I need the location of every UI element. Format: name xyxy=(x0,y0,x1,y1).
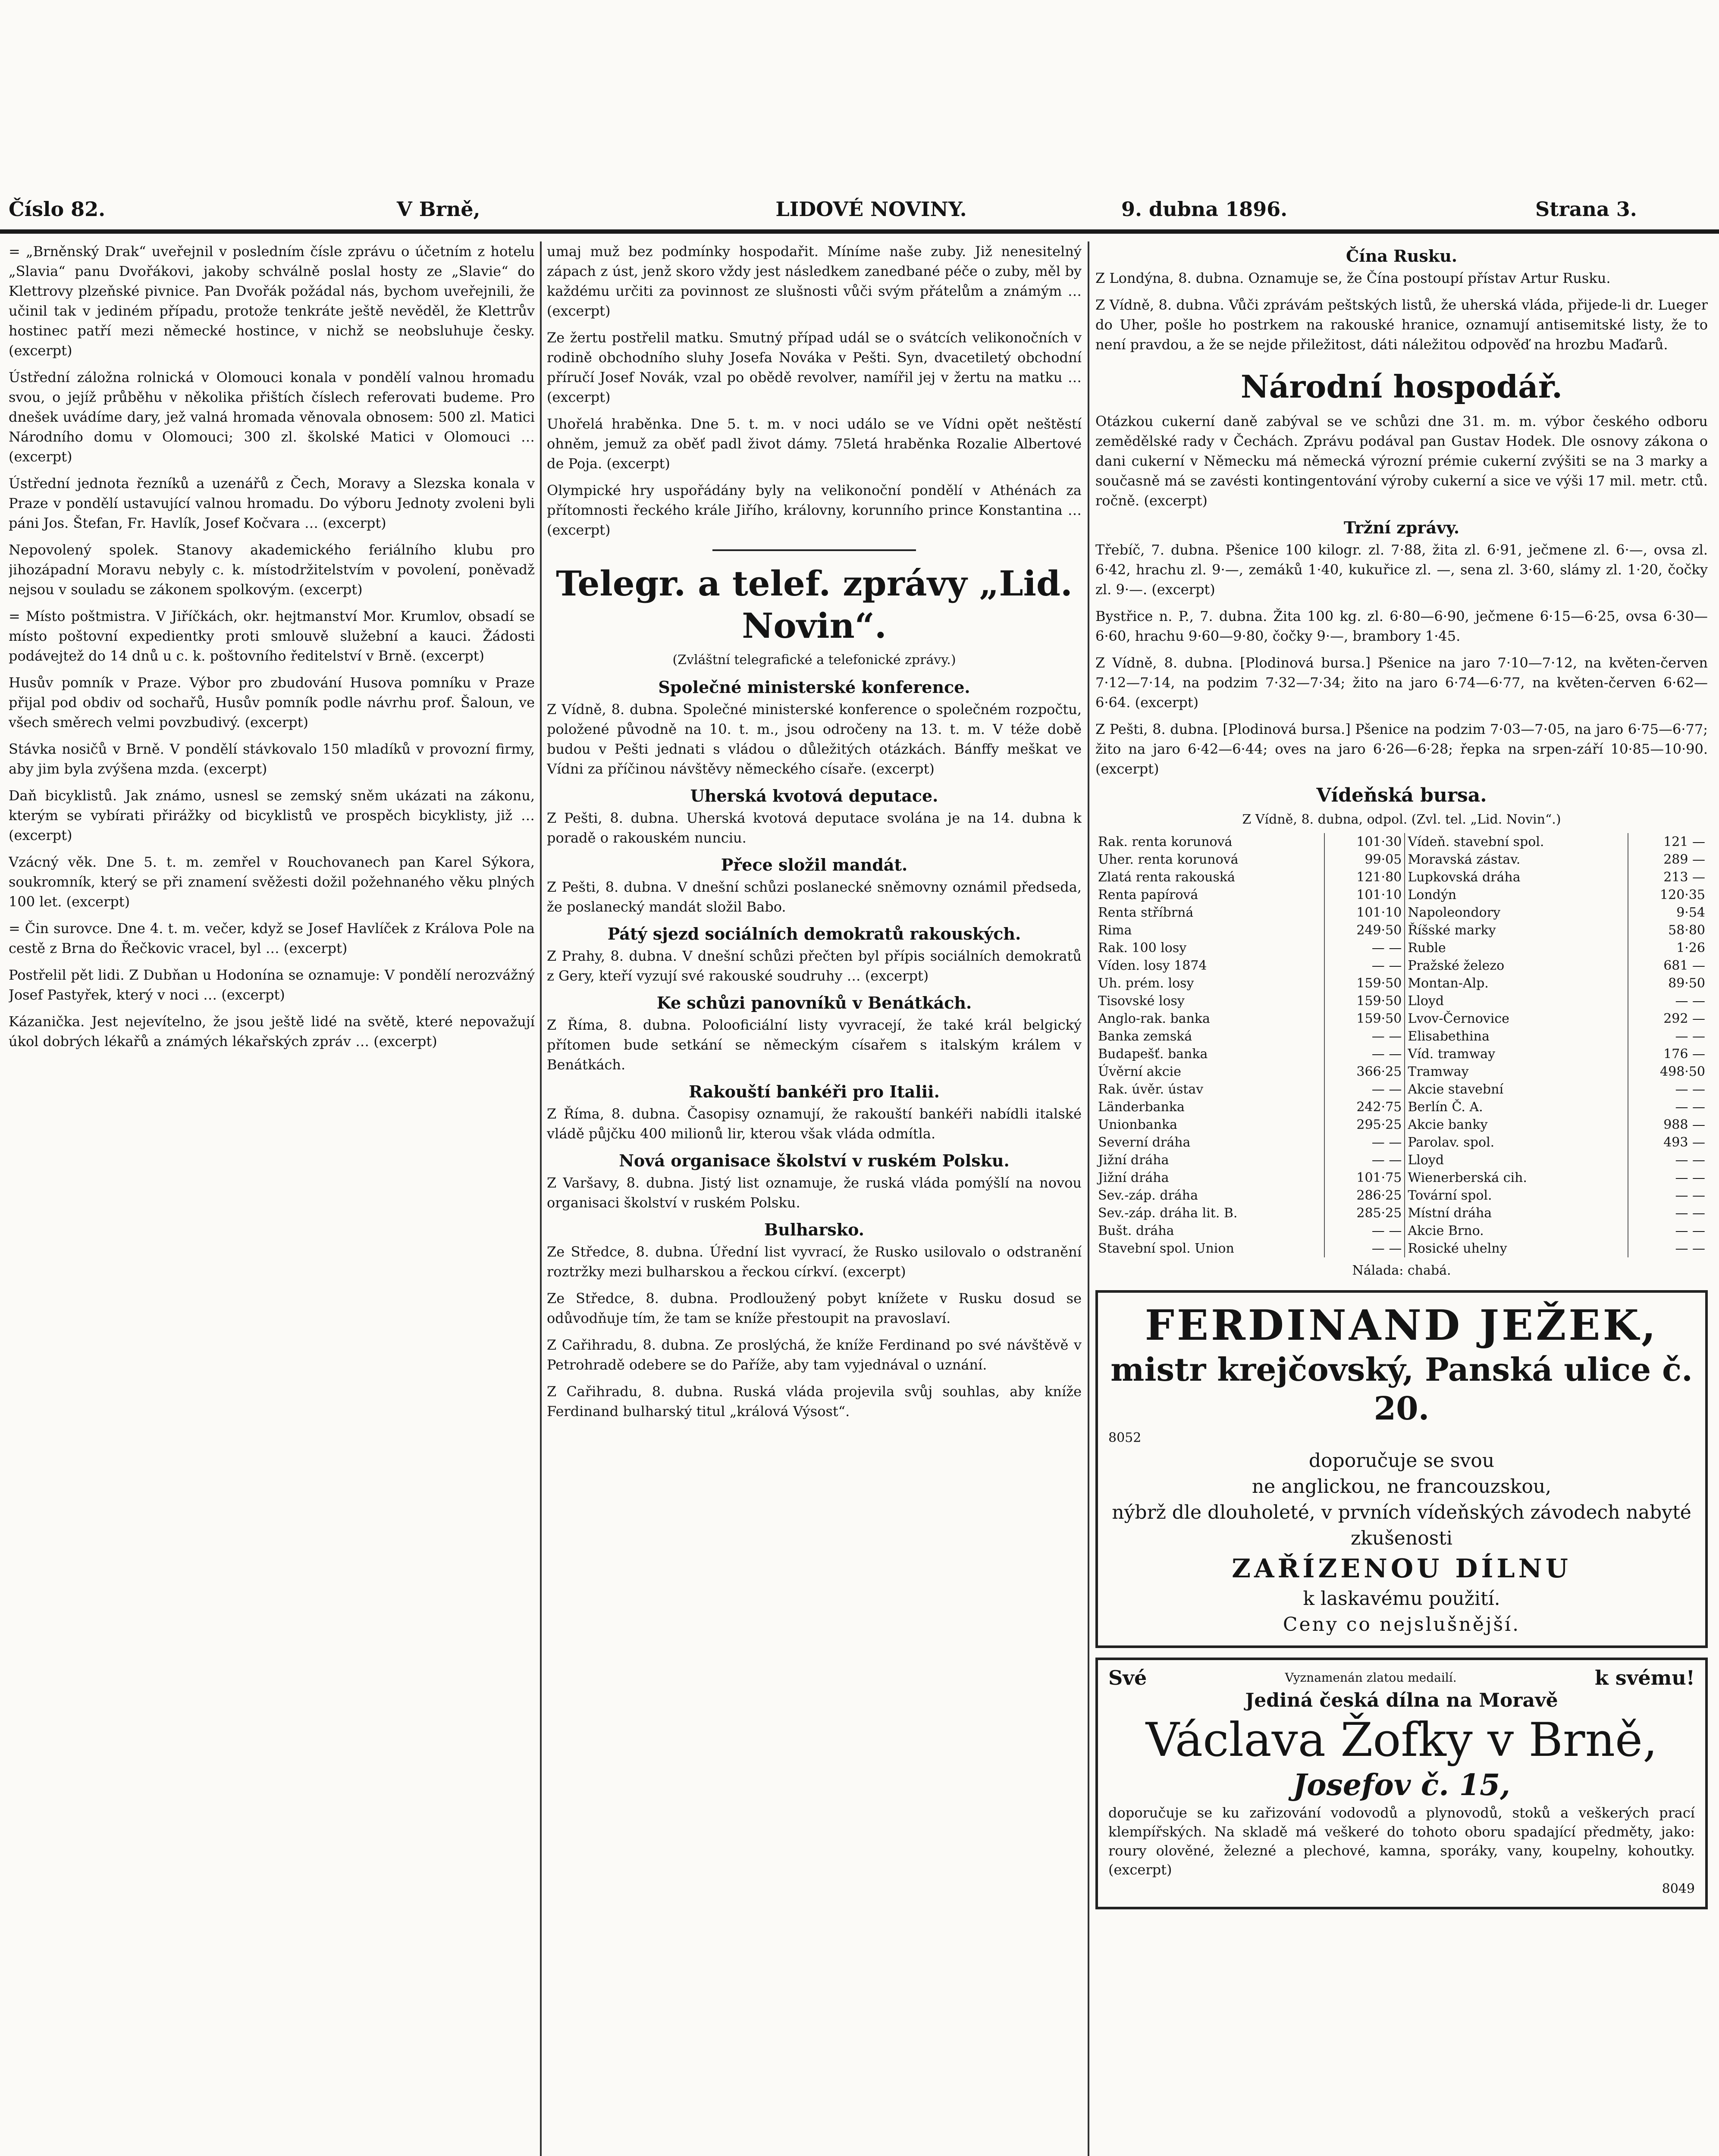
bourse-row xyxy=(1095,1045,1708,1063)
bourse-security: Länderbanka xyxy=(1095,1098,1324,1116)
issue-number: Číslo 82. xyxy=(9,197,106,221)
bourse-security: Lvov-Černovice xyxy=(1405,1010,1628,1028)
bourse-row xyxy=(1095,1222,1708,1240)
bourse-row xyxy=(1095,1134,1708,1151)
bourse-price: 120·35 xyxy=(1660,887,1705,903)
market-report: Z Vídně, 8. dubna. [Plodinová bursa.] Pšenice na jaro 7·10—7·12, na květen-červen 7·12—7·14, na podzim 7·32—7·34; žito na jaro 6·74—6·77, na květen-červen 6·62—6·64. (excerpt) xyxy=(1095,655,1708,711)
bourse-security: Renta stříbrná xyxy=(1095,904,1324,921)
news-item: = Čin surovce. Dne 4. t. m. večer, když se Josef Havlíček z Králova Pole na cestě z Brna do Řečkovic vracel, byl … (excerpt) xyxy=(9,920,535,956)
bourse-row xyxy=(1095,851,1708,868)
section-divider xyxy=(712,549,916,551)
bourse-price: — — xyxy=(1324,1240,1405,1257)
bourse-security: Lloyd xyxy=(1405,992,1628,1010)
bourse-price: — — xyxy=(1324,957,1405,975)
bourse-price: — — xyxy=(1675,1029,1705,1044)
ad-number: 8052 xyxy=(1108,1430,1142,1445)
bourse-price: 213 — xyxy=(1663,870,1705,885)
bourse-price: — — xyxy=(1324,1045,1405,1063)
news-text: Z Říma, 8. dubna. Polooficiální listy vyvracejí, že také král belgický přítomen bude setkání se německým císařem s italským králem v Benátkách. xyxy=(547,1017,1082,1073)
bourse-security: Severní dráha xyxy=(1095,1134,1324,1151)
telegram-section-subtitle: (Zvláštní telegrafické a telefonické zprávy.) xyxy=(672,652,956,667)
bourse-row xyxy=(1095,1240,1708,1257)
bourse-section-title: Vídeňská bursa. xyxy=(1316,784,1487,806)
news-text: Z Vídně, 8. dubna. Společné ministerské konference o společném rozpočtu, položené původně na 10. t. m., jsou odročeny na 13. t. m. V téže době budou v Pešti jednati s vládou o důležitých otázkách. Bánffy meškat ve Vídni za příčinou návštěvy německého císaře. (excerpt) xyxy=(547,701,1082,777)
bourse-price: — — xyxy=(1675,1241,1705,1256)
bourse-price: — — xyxy=(1324,1081,1405,1098)
column-divider xyxy=(1088,241,1089,2156)
bourse-row xyxy=(1095,1010,1708,1028)
news-headline: Přece složil mandát. xyxy=(721,855,908,874)
bourse-security: Uher. renta korunová xyxy=(1095,851,1324,868)
bourse-security: Říšské marky xyxy=(1405,921,1628,939)
news-item: Stávka nosičů v Brně. V pondělí stávkovalo 150 mladíků v provozní firmy, aby jim byla zvýšena mzda. (excerpt) xyxy=(9,741,535,777)
market-report: Bystřice n. P., 7. dubna. Žita 100 kg. zl. 6·80—6·90, ječmene 6·15—6·25, ovsa 6·30—6·60, hrachu 9·60—9·80, čočky 9·—, brambory 1·45. xyxy=(1095,608,1708,644)
bourse-price: — — xyxy=(1675,1100,1705,1115)
bourse-price: 681 — xyxy=(1663,958,1705,973)
bourse-row xyxy=(1095,992,1708,1010)
bourse-security: Bušt. dráha xyxy=(1095,1222,1324,1240)
bourse-security: Montan-Alp. xyxy=(1405,975,1628,992)
bourse-row xyxy=(1095,1151,1708,1169)
bourse-row xyxy=(1095,921,1708,939)
news-headline: Nová organisace školství v ruském Polsku. xyxy=(619,1151,1010,1170)
bourse-price: 99·05 xyxy=(1324,851,1405,868)
column-1 xyxy=(9,241,535,2156)
bourse-row xyxy=(1095,1169,1708,1187)
bourse-price: — — xyxy=(1324,939,1405,957)
economy-section-title: Národní hospodář. xyxy=(1240,368,1563,405)
bourse-row xyxy=(1095,833,1708,851)
bourse-security: Uh. prém. losy xyxy=(1095,975,1324,992)
bourse-security: Sev.-záp. dráha xyxy=(1095,1187,1324,1204)
bourse-security: Rak. 100 losy xyxy=(1095,939,1324,957)
bourse-security: Víden. losy 1874 xyxy=(1095,957,1324,975)
bourse-price: 1·26 xyxy=(1676,940,1705,956)
bourse-security: Lloyd xyxy=(1405,1151,1628,1169)
bourse-price: 101·75 xyxy=(1324,1169,1405,1187)
ad-name: FERDINAND JEŽEK, xyxy=(1145,1301,1659,1350)
bourse-price: 988 — xyxy=(1663,1117,1705,1132)
ad-tagline: Jediná česká dílna na Moravě xyxy=(1245,1689,1558,1711)
ad-line: doporučuje se svou xyxy=(1308,1450,1495,1472)
ad-award: Vyznamenán zlatou medailí. xyxy=(1285,1670,1457,1685)
news-headline: Uherská kvotová deputace. xyxy=(690,786,938,805)
ad-address: Josefov č. 15, xyxy=(1293,1768,1510,1802)
plumber-advertisement xyxy=(1095,1658,1708,1909)
bourse-price: 285·25 xyxy=(1324,1204,1405,1222)
bourse-price: 121 — xyxy=(1663,834,1705,849)
bourse-price: 9·54 xyxy=(1676,905,1705,920)
bourse-price: 121·80 xyxy=(1324,868,1405,886)
market-report: Z Pešti, 8. dubna. [Plodinová bursa.] Pšenice na podzim 7·03—7·05, na jaro 6·75—6·77; žito na jaro 6·42—6·44; oves na jaro 6·26—6·28; řepka na srpen-září 10·85—10·90. (excerpt) xyxy=(1095,721,1708,777)
bourse-security: Rima xyxy=(1095,921,1324,939)
bourse-price: 249·50 xyxy=(1324,921,1405,939)
bourse-security: Lupkovská dráha xyxy=(1405,868,1628,886)
bourse-price: 101·10 xyxy=(1324,886,1405,904)
bourse-price: 176 — xyxy=(1663,1047,1705,1062)
bourse-security: Berlín Č. A. xyxy=(1405,1098,1628,1116)
column-2 xyxy=(547,241,1082,2156)
ad-line: ne anglickou, ne francouzskou, xyxy=(1252,1476,1552,1498)
news-headline: Čína Rusku. xyxy=(1346,246,1457,266)
bourse-security: Tovární spol. xyxy=(1405,1187,1628,1204)
news-text: Z Cařihradu, 8. dubna. Ze proslýchá, že kníže Ferdinand po své návštěvě v Petrohradě odebere se do Paříže, aby tam vyjednával o uznání. xyxy=(547,1337,1082,1373)
bourse-row xyxy=(1095,1063,1708,1081)
bourse-security: Elisabethina xyxy=(1405,1028,1628,1045)
bourse-security: Víd. tramway xyxy=(1405,1045,1628,1063)
bourse-security: Akcie Brno. xyxy=(1405,1222,1628,1240)
bourse-security: Akcie banky xyxy=(1405,1116,1628,1134)
bourse-table xyxy=(1095,833,1708,1257)
bourse-security: Tisovské losy xyxy=(1095,992,1324,1010)
bourse-price: — — xyxy=(1675,1153,1705,1168)
bourse-security: Wienerberská cih. xyxy=(1405,1169,1628,1187)
bourse-row xyxy=(1095,886,1708,904)
bourse-security: Pražské železo xyxy=(1405,957,1628,975)
news-text: Otázkou cukerní daně zabýval se ve schůzi dne 31. m. m. výbor českého odboru zemědělské rady v Čechách. Zprávu podával pan Gustav Hodek. Dle osnovy zákona o dani cukerní v Německu má německá výrozní prémie cukerní zvýšiti se na 3 marky a současně má se zavésti kontingentování výroby cukerní a sice ve výši 17 mil. metr. ctů. ročně. (excerpt) xyxy=(1095,413,1708,509)
bourse-caption: Z Vídně, 8. dubna, odpol. (Zvl. tel. „Lid. Novin“.) xyxy=(1242,812,1561,827)
bourse-security: Tramway xyxy=(1405,1063,1628,1081)
bourse-security: Unionbanka xyxy=(1095,1116,1324,1134)
bourse-security: Rak. renta korunová xyxy=(1095,833,1324,851)
news-text: Z Pešti, 8. dubna. V dnešní schůzi poslanecké sněmovny oznámil předseda, že poslanecký mandát složil Babo. xyxy=(547,879,1082,915)
news-item: Nepovolený spolek. Stanovy akademického feriálního klubu pro jihozápadní Moravu nebyly c. k. místodržitelstvím v povolení, poněvadž nejsou v souladu se zákonem spolkovým. (excerpt) xyxy=(9,542,535,598)
bourse-security: Vídeň. stavební spol. xyxy=(1405,833,1628,851)
news-headline: Bulharsko. xyxy=(764,1220,865,1239)
bourse-security: Londýn xyxy=(1405,886,1628,904)
column-divider xyxy=(540,241,542,2156)
ad-text: doporučuje se ku zařizování vodovodů a plynovodů, stoků a veškerých prací klempířských. Na skladě má veškeré do tohoto oboru spadající předměty, jako: roury olověné, železné a plechové, kamna, sporáky, vany, koupelny, kohoutky. (excerpt) xyxy=(1108,1805,1695,1878)
news-item: Ústřední jednota řezníků a uzenářů z Čech, Moravy a Slezska konala v Praze v pondělí ustavující valnou hromadu. Do výboru Jednoty zvoleni byli páni Jos. Štefan, Fr. Havlík, Josef Kočvara … (excerpt) xyxy=(9,475,535,531)
bourse-price: 159·50 xyxy=(1324,1010,1405,1028)
ad-slogan-left: Své xyxy=(1108,1666,1147,1689)
bourse-price: 295·25 xyxy=(1324,1116,1405,1134)
bourse-security: Ruble xyxy=(1405,939,1628,957)
bourse-security: Stavební spol. Union xyxy=(1095,1240,1324,1257)
bourse-price: 366·25 xyxy=(1324,1063,1405,1081)
bourse-security: Napoleondory xyxy=(1405,904,1628,921)
news-headline: Společné ministerské konference. xyxy=(658,677,970,697)
bourse-security: Jižní dráha xyxy=(1095,1151,1324,1169)
news-item: = „Brněnský Drak“ uveřejnil v posledním čísle zprávu o účetním z hotelu „Slavia“ panu Dvořákovi, jakoby schválně poslal hosty ze „Slavie“ do Klettrovy plzeňské pivnice. Pan Dvořák požádal nás, bychom uveřejnili, že učinil tak v jediném případu, protože tenkráte ještě nevěděl, že Klettrův hostinec patří mezi německé hostince, v nichž se neobsluhuje česky. (excerpt) xyxy=(9,243,535,359)
bourse-row xyxy=(1095,1187,1708,1204)
ad-line: k laskavému použití. xyxy=(1303,1588,1500,1610)
ad-line: Ceny co nejslušnější. xyxy=(1283,1614,1521,1636)
bourse-price: 292 — xyxy=(1663,1011,1705,1026)
bourse-price: 89·50 xyxy=(1668,976,1705,991)
bourse-price: 286·25 xyxy=(1324,1187,1405,1204)
bourse-price: 242·75 xyxy=(1324,1098,1405,1116)
bourse-row xyxy=(1095,904,1708,921)
newspaper-title: LIDOVÉ NOVINY. xyxy=(775,197,967,221)
bourse-security: Banka zemská xyxy=(1095,1028,1324,1045)
news-item: Kázanička. Jest nejevítelno, že jsou ještě lidé na světě, které nepovažují úkol dobrých lékařů a známých lékařských zpráv … (excerpt) xyxy=(9,1013,535,1050)
bourse-mood: Nálada: chabá. xyxy=(1352,1263,1451,1278)
bourse-row xyxy=(1095,1116,1708,1134)
bourse-price: — — xyxy=(1675,993,1705,1009)
bourse-price: 159·50 xyxy=(1324,992,1405,1010)
news-item: Ze žertu postřelil matku. Smutný případ udál se o svátcích velikonočních v rodině obchodního sluhy Josefa Nováka v Pešti. Syn, dvacetiletý obchodní příručí Josef Novák, vzal po obědě revolver, namířil jej v žertu na matku … (excerpt) xyxy=(547,329,1082,405)
news-item: Vzácný věk. Dne 5. t. m. zemřel v Rouchovanech pan Karel Sýkora, soukromník, který se při znamení svěžesti dožil požehnaného věku plných 100 let. (excerpt) xyxy=(9,854,535,910)
bourse-security: Místní dráha xyxy=(1405,1204,1628,1222)
ad-trade: mistr krejčovský, Panská ulice č. 20. xyxy=(1110,1351,1693,1427)
news-text: Z Londýna, 8. dubna. Oznamuje se, že Čína postoupí přístav Artur Rusku. xyxy=(1095,270,1611,286)
column-3 xyxy=(1095,241,1708,2156)
news-item: Ústřední záložna rolnická v Olomouci konala v pondělí valnou hromadu svou, o jejíž průběhu v několika přištích číslech referovati budeme. Pro dnešek uvádíme dary, jež valná hromada věnovala obnosem: 500 zl. Matici Národního domu v Olomouci; 300 zl. školské Matici v Olomouci … (excerpt) xyxy=(9,369,535,465)
bourse-security: Rak. úvěr. ústav xyxy=(1095,1081,1324,1098)
bourse-price: — — xyxy=(1324,1134,1405,1151)
bourse-security: Anglo-rak. banka xyxy=(1095,1010,1324,1028)
bourse-price: — — xyxy=(1324,1151,1405,1169)
news-item: Postřelil pět lidi. Z Dubňan u Hodonína se oznamuje: V pondělí nerozvážný Josef Pastyřek, který v noci … (excerpt) xyxy=(9,967,535,1003)
bourse-price: — — xyxy=(1675,1170,1705,1185)
bourse-price: — — xyxy=(1675,1188,1705,1203)
news-text: Z Varšavy, 8. dubna. Jistý list oznamuje, že ruská vláda pomýšlí na novou organisaci školství v ruském Polsku. xyxy=(547,1175,1082,1211)
ad-line: nýbrž dle dlouholeté, v prvních vídeňských závodech nabyté zkušenosti xyxy=(1112,1501,1691,1549)
bourse-security: Akcie stavební xyxy=(1405,1081,1628,1098)
bourse-security: Budapešť. banka xyxy=(1095,1045,1324,1063)
bourse-price: 498·50 xyxy=(1660,1064,1705,1079)
bourse-price: — — xyxy=(1675,1223,1705,1238)
bourse-price: 101·30 xyxy=(1324,833,1405,851)
news-item: Daň bicyklistů. Jak známo, usnesl se zemský sněm ukázati na zákonu, kterým se vybírati přirážky od bicyklistů ve prospěch bicyklisty, již … (excerpt) xyxy=(9,787,535,843)
ad-name: Václava Žofky v Brně, xyxy=(1145,1713,1658,1767)
news-text: Z Pešti, 8. dubna. Uherská kvotová deputace svolána je na 14. dubna k poradě o rakouském nunciu. xyxy=(547,810,1082,846)
bourse-row xyxy=(1095,939,1708,957)
bourse-security: Moravská zástav. xyxy=(1405,851,1628,868)
bourse-price: — — xyxy=(1324,1222,1405,1240)
news-headline: Pátý sjezd sociálních demokratů rakouských. xyxy=(607,924,1021,943)
bourse-security: Renta papírová xyxy=(1095,886,1324,904)
bourse-price: — — xyxy=(1324,1028,1405,1045)
news-text: Ze Středce, 8. dubna. Prodloužený pobyt knížete v Rusku dosud se odůvodňuje tím, že tam se kníže přestoupit na pravoslaví. xyxy=(547,1290,1082,1326)
issue-date: 9. dubna 1896. xyxy=(1121,197,1288,221)
news-item: Uhořelá hraběnka. Dne 5. t. m. v noci událo se ve Vídni opět neštěstí ohněm, jemuž za oběť padl život dámy. 75letá hraběnka Rozalie Albertové de Poja. (excerpt) xyxy=(547,416,1082,472)
news-item: = Místo poštmistra. V Jiříčkách, okr. hejtmanství Mor. Krumlov, obsadí se místo poštovní expedientky proti smlouvě služební a kauci. Žádosti podávejtež do 14 dnů u c. k. poštovního ředitelství v Brně. (excerpt) xyxy=(9,608,535,664)
news-item: Husův pomník v Praze. Výbor pro zbudování Husova pomníku v Praze přijal pod obdiv od sochařů, Husův pomník podle návrhu prof. Šaloun, ve všech směrech velmi povzbudivý. (excerpt) xyxy=(9,674,535,730)
bourse-security: Úvěrní akcie xyxy=(1095,1063,1324,1081)
news-text: Z Prahy, 8. dubna. V dnešní schůzi přečten byl přípis sociálních demokratů z Gery, kteří vyzují své rakouské soudruhy … (excerpt) xyxy=(547,948,1082,984)
bourse-row xyxy=(1095,1081,1708,1098)
bourse-price: — — xyxy=(1675,1082,1705,1097)
bourse-price: 101·10 xyxy=(1324,904,1405,921)
news-headline: Rakouští bankéři pro Italii. xyxy=(689,1082,940,1101)
bourse-price: — — xyxy=(1675,1206,1705,1221)
ad-line: ZAŘÍZENOU DÍLNU xyxy=(1232,1554,1572,1584)
page-number: Strana 3. xyxy=(1535,197,1637,221)
bourse-price: 493 — xyxy=(1663,1135,1705,1150)
bourse-price: 159·50 xyxy=(1324,975,1405,992)
market-report: Třebíč, 7. dubna. Pšenice 100 kilogr. zl. 7·88, žita zl. 6·91, ječmene zl. 6·—, ovsa zl. 6·42, hrachu zl. 9·—, zemáků 1·40, kukuřice zl. —, sena zl. 3·60, slámy zl. 1·20, čočky zl. 9·—. (excerpt) xyxy=(1095,542,1708,598)
bourse-row xyxy=(1095,975,1708,992)
bourse-security: Rosické uhelny xyxy=(1405,1240,1628,1257)
bourse-row xyxy=(1095,957,1708,975)
news-item: Olympické hry uspořádány byly na velikonoční pondělí v Athénách za přítomnosti řeckého krále Jiřího, královny, korunního prince Konstantina … (excerpt) xyxy=(547,482,1082,538)
bourse-price: 289 — xyxy=(1663,852,1705,867)
bourse-security: Parolav. spol. xyxy=(1405,1134,1628,1151)
news-text: Z Vídně, 8. dubna. Vůči zprávám peštských listů, že uherská vláda, přijede-li dr. Lueger do Uher, pošle ho postrkem na rakouské hranice, oznamují antisemitské listy, že to není pravdou, a že se nejde přiležitost, dáti náležitou odpověď na hrozbu Maďarů. xyxy=(1095,297,1708,353)
bourse-price: 58·80 xyxy=(1668,923,1705,938)
news-text: Z Cařihradu, 8. dubna. Ruská vláda projevila svůj souhlas, aby kníže Ferdinand bulharský titul „králová Výsost“. xyxy=(547,1383,1082,1420)
market-section-title: Tržní zprávy. xyxy=(1343,518,1460,537)
city-label: V Brně, xyxy=(397,197,480,221)
news-item: umaj muž bez podmínky hospodařit. Míníme naše zuby. Již nenesitelný zápach z úst, jenž skoro vždy jest následkem zanedbané péče o zuby, měl by každému určiti za povinnost ze slušnosti vůči svým přátelům a známým … (excerpt) xyxy=(547,243,1082,319)
ad-number: 8049 xyxy=(1662,1881,1695,1896)
bourse-row xyxy=(1095,868,1708,886)
header-rule xyxy=(0,229,1719,234)
news-headline: Ke schůzi panovníků v Benátkách. xyxy=(656,993,972,1012)
tailor-advertisement xyxy=(1095,1290,1708,1648)
bourse-row xyxy=(1095,1204,1708,1222)
news-text: Z Říma, 8. dubna. Časopisy oznamují, že rakouští bankéři nabídli italské vládě půjčku 400 milionů lir, kterou však vláda odmítla. xyxy=(547,1106,1082,1142)
telegram-section-title: Telegr. a telef. zprávy „Lid. Novin“. xyxy=(556,563,1073,646)
bourse-security: Jižní dráha xyxy=(1095,1169,1324,1187)
bourse-security: Zlatá renta rakouská xyxy=(1095,868,1324,886)
news-text: Ze Středce, 8. dubna. Úřední list vyvrací, že Rusko usilovalo o odstranění roztržky mezi bulharskou a řeckou církví. (excerpt) xyxy=(547,1244,1082,1280)
bourse-row xyxy=(1095,1028,1708,1045)
bourse-security: Sev.-záp. dráha lit. B. xyxy=(1095,1204,1324,1222)
ad-slogan-right: k svému! xyxy=(1594,1666,1695,1689)
bourse-row xyxy=(1095,1098,1708,1116)
